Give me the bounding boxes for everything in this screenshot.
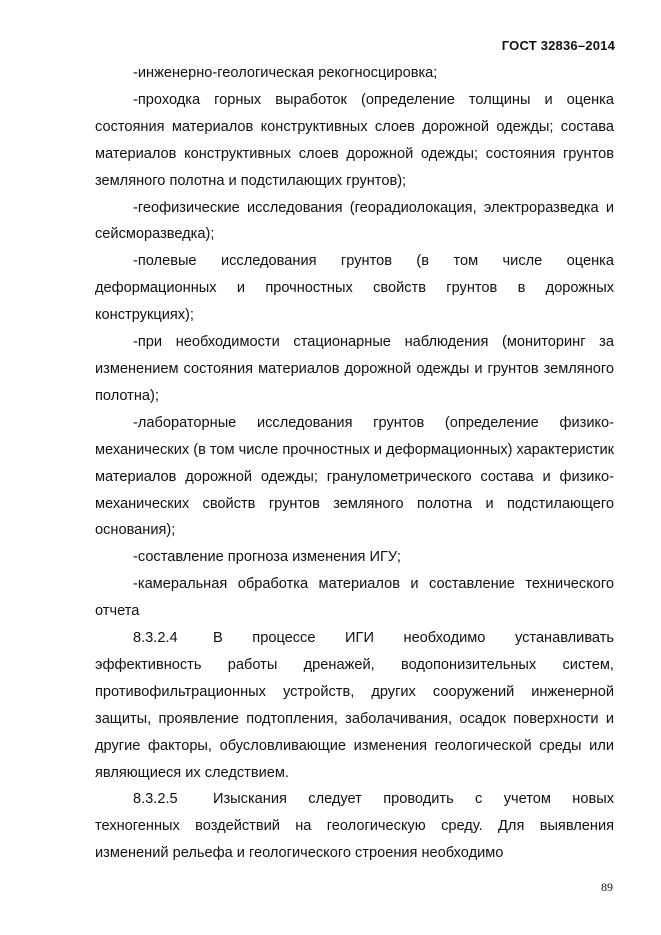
list-item: -инженерно-геологическая рекогносцировка; xyxy=(133,65,438,81)
clause-number: 8.3.2.5 xyxy=(133,791,178,808)
list-item: -лабораторные исследования грунтов (определение физико-механических (в том числе прочностных и деформационных) характеристик материалов дорожной одежды; гранулометрического состава и физико-механических свойств грунтов земляного полотна и подстилающего основания); xyxy=(95,414,614,539)
list-item: -составление прогноза изменения ИГУ; xyxy=(133,549,401,566)
list-item: -полевые исследования грунтов (в том числе оценка деформационных и прочностных свойств грунтов в дорожных конструкциях); xyxy=(95,253,614,324)
document-code: ГОСТ 32836–2014 xyxy=(501,38,615,53)
clause-number: 8.3.2.4 xyxy=(133,630,178,647)
list-item: -геофизические исследования (георадиолокация, электроразведка и сейсморазведка); xyxy=(95,199,614,243)
page-content xyxy=(95,60,614,867)
list-item: -проходка горных выработок (определение толщины и оценка состояния материалов конструктивных слоев дорожной одежды; состава материалов конструктивных слоев дорожной одежды; состояния грунтов земляного полотна и подстилающих грунтов); xyxy=(95,91,614,189)
list-item: -камеральная обработка материалов и составление технического отчета xyxy=(95,576,614,620)
clause-text: В процессе ИГИ необходимо устанавливать эффективность работы дренажей, водопонизительных систем, противофильтрационных устройств, других сооружений инженерной защиты, проявление подтопления, заболачивания, осадок поверхности и другие факторы, обусловливающие изменения геологической среды или являющиеся их следствием. xyxy=(95,630,614,781)
list-item: -при необходимости стационарные наблюдения (мониторинг за изменением состояния материалов дорожной одежды и грунтов земляного полотна); xyxy=(95,334,614,404)
clause-8-3-2-5 xyxy=(95,786,614,867)
clause-text: Изыскания следует проводить с учетом новых техногенных воздействий на геологическую среду. Для выявления изменений рельефа и геологического строения необходимо xyxy=(95,791,614,862)
page-number: 89 xyxy=(601,880,613,894)
clause-8-3-2-4 xyxy=(95,625,614,786)
